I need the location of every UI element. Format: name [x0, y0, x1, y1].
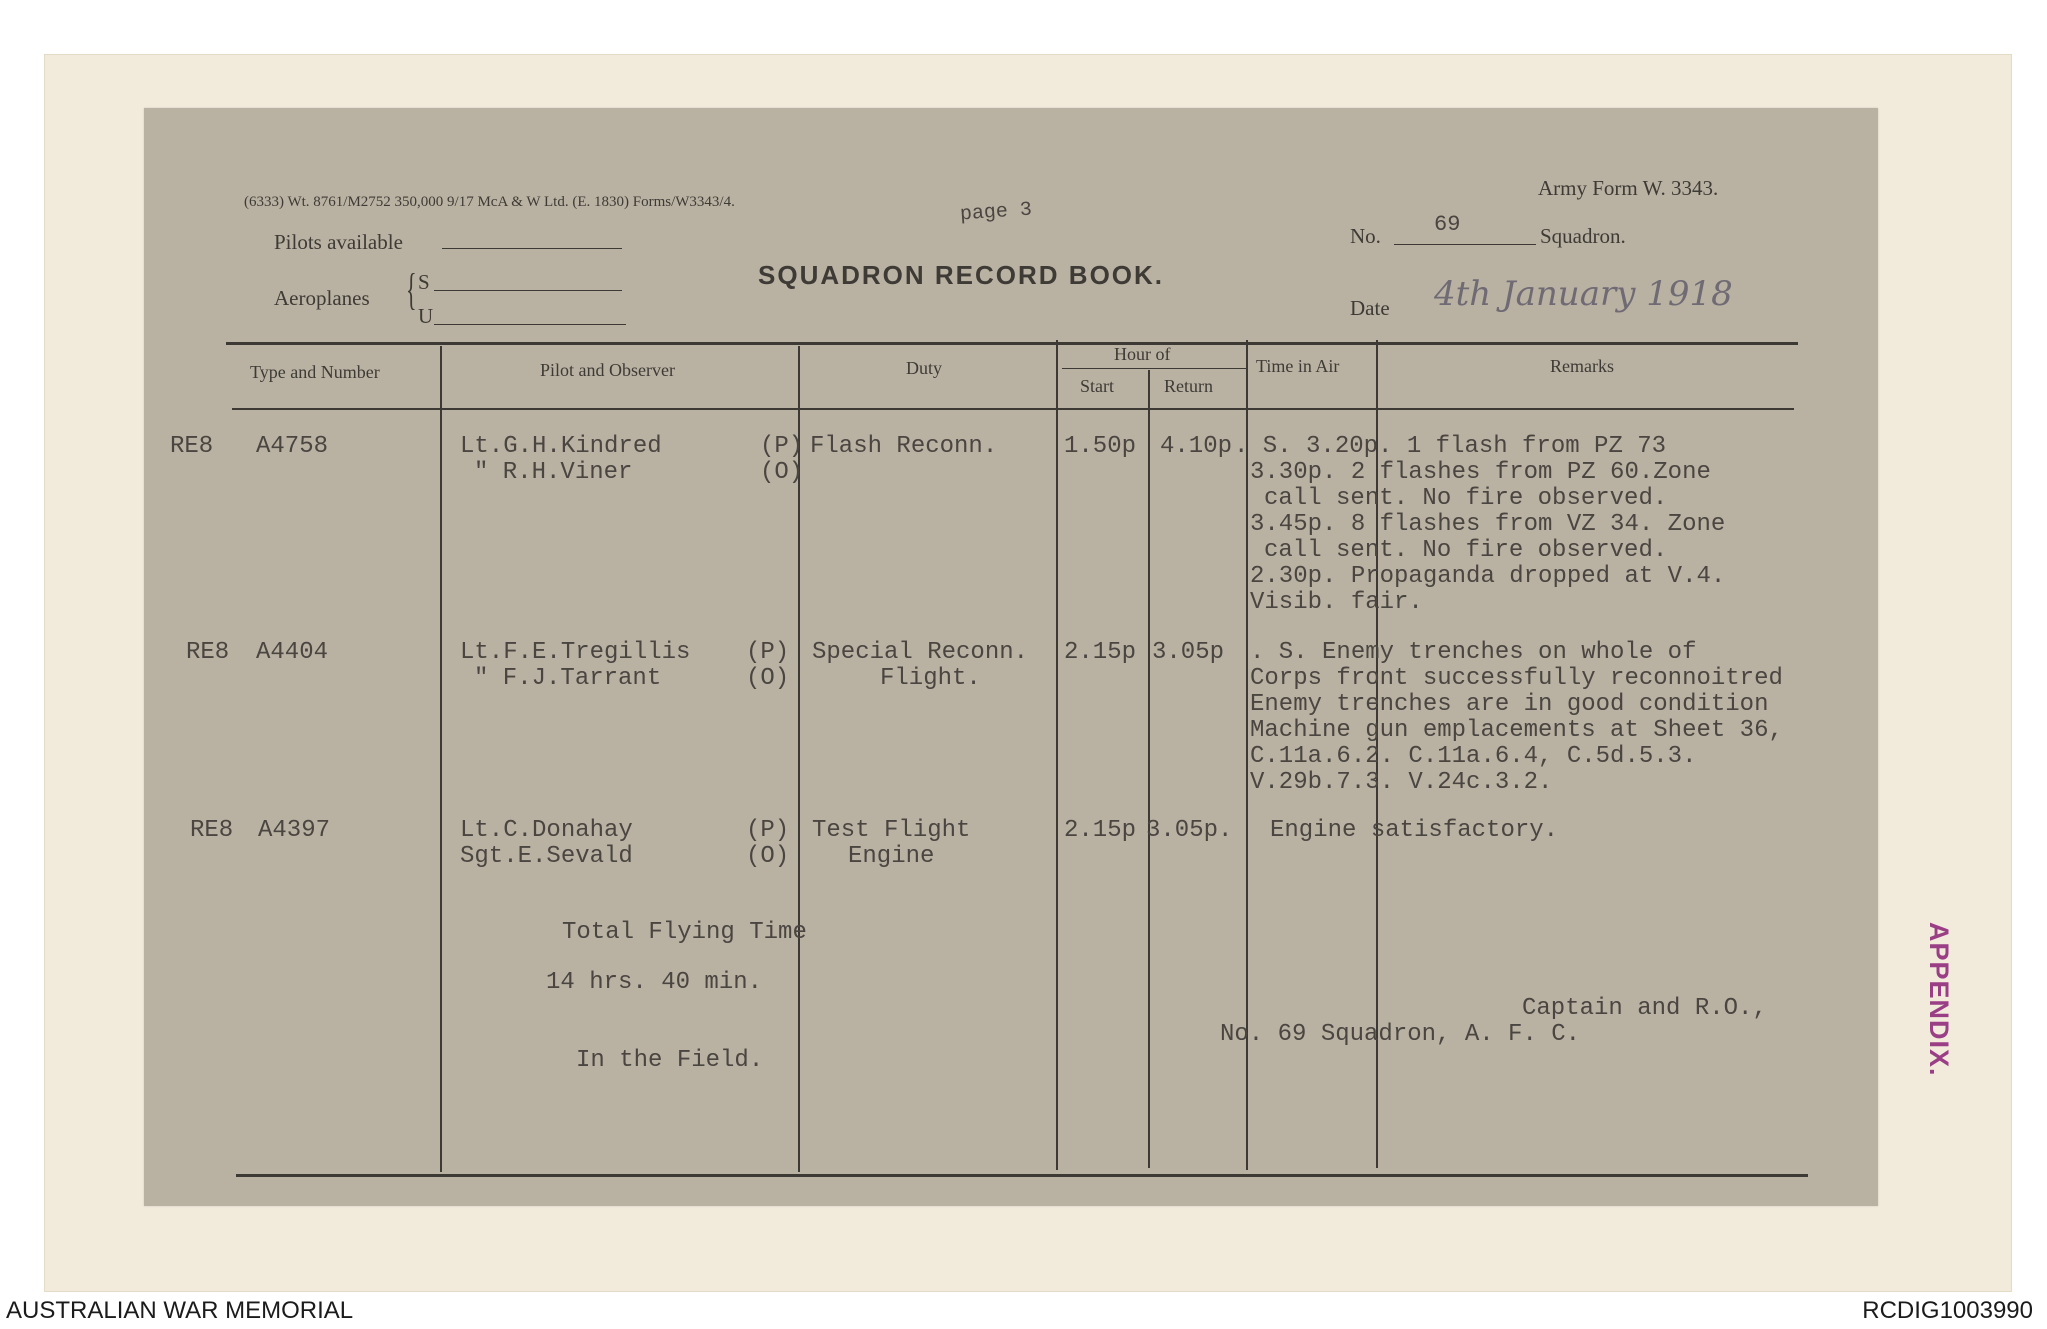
- col-divider-3: [1056, 340, 1058, 1170]
- serviceable-label: S: [418, 270, 430, 294]
- header-time-in-air: Time in Air: [1256, 356, 1340, 376]
- pilots-available-blank: [442, 248, 622, 249]
- return-time: 4.10p: [1160, 433, 1233, 460]
- pilot-role: (P): [746, 817, 790, 844]
- aircraft-type: RE8: [186, 639, 230, 666]
- col-divider-1: [440, 346, 442, 1172]
- print-code: (6333) Wt. 8761/M2752 350,000 9/17 McA & W Ltd. (E. 1830) Forms/W3343/4.: [244, 194, 735, 210]
- header-type: Type and Number: [250, 362, 380, 382]
- observer-role: (O): [746, 843, 790, 870]
- total-flying-time-value: 14 hrs. 40 min.: [546, 969, 763, 996]
- header-remarks: Remarks: [1550, 356, 1614, 376]
- start-time: 1.50p: [1064, 433, 1137, 460]
- remarks-block: [1270, 818, 1558, 844]
- aircraft-number: A4758: [256, 433, 329, 460]
- pilot-role: (P): [746, 639, 790, 666]
- aeroplanes-brace: {: [406, 265, 417, 314]
- place-line: In the Field.: [576, 1047, 764, 1074]
- remark-line: Enemy trenches are in good condition: [1250, 691, 1769, 718]
- aircraft-number: A4404: [256, 639, 329, 666]
- pilot-name: Lt.C.Donahay: [460, 817, 633, 844]
- remark-line: . S. Enemy trenches on whole of: [1250, 639, 1697, 666]
- remark-line: Corps front successfully reconnoitred: [1250, 665, 1783, 692]
- pilots-available-label: Pilots available: [274, 230, 403, 254]
- observer-name: " R.H.Viner: [474, 459, 633, 486]
- duty-line: Flash Reconn.: [810, 433, 998, 460]
- signature-rank: Captain and R.O.,: [1522, 995, 1767, 1022]
- col-divider-4: [1148, 370, 1150, 1168]
- record-sheet: [144, 108, 1878, 1206]
- remarks-block: [1234, 434, 1725, 616]
- duty-line: Special Reconn.: [812, 639, 1029, 666]
- footer-right: RCDIG1003990: [1862, 1297, 2033, 1324]
- remark-line: V.29b.7.3. V.24c.3.2.: [1250, 769, 1553, 796]
- squadron-label: Squadron.: [1540, 224, 1626, 248]
- squadron-no-blank: [1394, 244, 1536, 245]
- duty-line: Test Flight: [812, 817, 971, 844]
- squadron-number: 69: [1434, 212, 1461, 237]
- remarks-block: [1250, 640, 1783, 796]
- observer-name: Sgt.E.Sevald: [460, 843, 633, 870]
- date-handwritten: 4th January 1918: [1434, 274, 1733, 314]
- header-start: Start: [1080, 376, 1114, 396]
- header-bottom-rule: [232, 408, 1794, 410]
- form-title: SQUADRON RECORD BOOK.: [758, 260, 1165, 290]
- aeroplanes-label: Aeroplanes: [274, 286, 370, 310]
- start-time: 2.15p: [1064, 639, 1137, 666]
- remark-line: Visib. fair.: [1250, 589, 1423, 616]
- aircraft-type: RE8: [170, 433, 214, 460]
- observer-name: " F.J.Tarrant: [474, 665, 662, 692]
- signature-unit: No. 69 Squadron, A. F. C.: [1220, 1021, 1581, 1048]
- remark-line: Engine satisfactory.: [1270, 817, 1559, 844]
- date-label: Date: [1350, 296, 1390, 320]
- header-return: Return: [1164, 376, 1213, 396]
- hour-of-rule: [1062, 368, 1246, 369]
- pilot-name: Lt.G.H.Kindred: [460, 433, 662, 460]
- pilot-role: (P): [760, 433, 804, 460]
- start-time: 2.15p: [1064, 817, 1137, 844]
- aircraft-number: A4397: [258, 817, 331, 844]
- aircraft-type: RE8: [190, 817, 234, 844]
- return-time: 3.05p.: [1146, 817, 1233, 844]
- duty-line: Engine: [848, 843, 935, 870]
- footer-left: AUSTRALIAN WAR MEMORIAL: [6, 1297, 354, 1324]
- page-number: page 3: [959, 198, 1033, 227]
- remark-line: . S. 3.20p. 1 flash from PZ 73: [1234, 433, 1667, 460]
- unserviceable-blank: [434, 324, 626, 325]
- table-bottom-rule: [236, 1174, 1808, 1177]
- header-hour-of: Hour of: [1114, 344, 1171, 364]
- remark-line: 2.30p. Propaganda dropped at V.4.: [1250, 563, 1726, 590]
- remark-line: 3.45p. 8 flashes from VZ 34. Zone: [1250, 511, 1726, 538]
- squadron-no-label: No.: [1350, 224, 1381, 248]
- header-duty: Duty: [906, 358, 942, 378]
- remark-line: Machine gun emplacements at Sheet 36,: [1250, 717, 1783, 744]
- header-pilot: Pilot and Observer: [540, 360, 675, 380]
- army-form-number: Army Form W. 3343.: [1538, 176, 1719, 200]
- pilot-name: Lt.F.E.Tregillis: [460, 639, 691, 666]
- remark-line: call sent. No fire observed.: [1264, 485, 1668, 512]
- observer-role: (O): [746, 665, 790, 692]
- total-flying-time-label: Total Flying Time: [562, 919, 807, 946]
- remark-line: C.11a.6.2. C.11a.6.4, C.5d.5.3.: [1250, 743, 1697, 770]
- return-time: 3.05p: [1152, 639, 1225, 666]
- appendix-stamp: APPENDIX.: [1924, 922, 1954, 1077]
- duty-line: Flight.: [880, 665, 981, 692]
- remark-line: 3.30p. 2 flashes from PZ 60.Zone: [1250, 459, 1711, 486]
- remark-line: call sent. No fire observed.: [1264, 537, 1668, 564]
- observer-role: (O): [760, 459, 804, 486]
- unserviceable-label: U: [418, 304, 434, 328]
- table-top-rule: [226, 342, 1798, 345]
- serviceable-blank: [434, 290, 622, 291]
